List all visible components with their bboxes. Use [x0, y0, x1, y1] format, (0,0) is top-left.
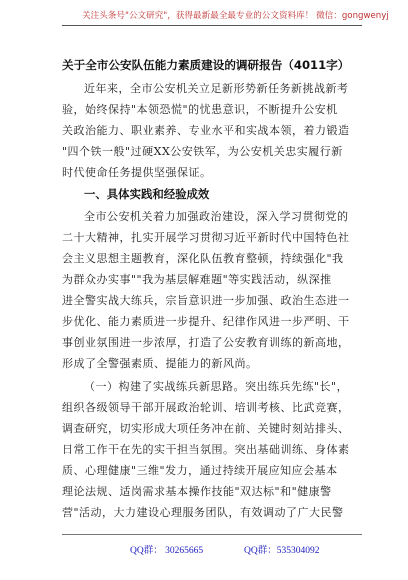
paragraph-line: （一）构建了实战练兵新思路。突出练兵先练"长"， — [84, 380, 349, 393]
paragraph-line: 验，始终保持"本领恐慌"的忧患意识，不断提升公安机 — [62, 103, 338, 116]
paragraph-line: 理论法规、适岗需求基本操作技能"双达标"和"健康警 — [62, 485, 332, 498]
document-title: 关于全市公安队伍能力素质建设的调研报告（4011字） — [62, 58, 350, 72]
paragraph-line: 进全警实战大练兵，宗旨意识进一步加强、政治生态进一 — [62, 294, 350, 307]
paragraph-line: 近年来，全市公安机关立足新形势新任务新挑战新考 — [84, 82, 349, 95]
footer-divider — [62, 534, 362, 535]
paragraph-line: 形成了全警强素质、提能力的新风尚。 — [62, 357, 258, 370]
section-heading: 一、具体实践和经验成效 — [84, 187, 210, 201]
paragraph-line: 组织各级领导干部开展政治轮训、培训考核、比武竞赛， — [62, 401, 350, 414]
header-divider — [62, 25, 362, 26]
footer-qq-group-right: QQ群：535304092 — [244, 546, 320, 556]
paragraph-line: 步优化、能力素质进一步提升、纪律作风进一步严明、干 — [62, 315, 350, 328]
header-banner-text: 关注头条号"公文研究"，获得最新最全最专业的公文资料库！ 微信：gongwenyj — [82, 11, 389, 21]
paragraph-line: 日常工作干在先的实干担当氛围。突出基础训练、身体素 — [62, 443, 350, 456]
paragraph-line: 全市公安机关着力加强政治建设，深入学习贯彻党的 — [84, 210, 349, 223]
paragraph-line: 时代使命任务提供坚强保证。 — [62, 166, 212, 179]
header-banner — [0, 0, 408, 40]
paragraph-line: 质、心理健康"三维"发力，通过持续开展应知应会基本 — [62, 464, 338, 477]
footer-qq-group-left: QQ群： 30265665 — [130, 546, 204, 556]
paragraph-line: 调查研究，切实形成大项任务冲在前、关键时刻站排头、 — [62, 422, 350, 435]
paragraph-line: 事创业氛围进一步浓厚，打造了公安教育训练的新高地， — [62, 336, 350, 349]
paragraph-line: 二十大精神，扎实开展学习贯彻习近平新时代中国特色社 — [62, 231, 350, 244]
paragraph-line: "四个铁一般"过硬XX公安铁军，为公安机关忠实履行新 — [62, 145, 343, 158]
paragraph-line: 关政治能力、职业素养、专业水平和实战本领，着力锻造 — [62, 124, 350, 137]
paragraph-line: 营"活动，大力建设心理服务团队，有效调动了广大民警 — [62, 506, 344, 519]
paragraph-line: 为群众办实事""我为基层解难题"等实践活动，纵深推 — [62, 273, 332, 286]
paragraph-line: 会主义思想主题教育，深化队伍教育整顿，持续强化"我 — [62, 252, 344, 265]
